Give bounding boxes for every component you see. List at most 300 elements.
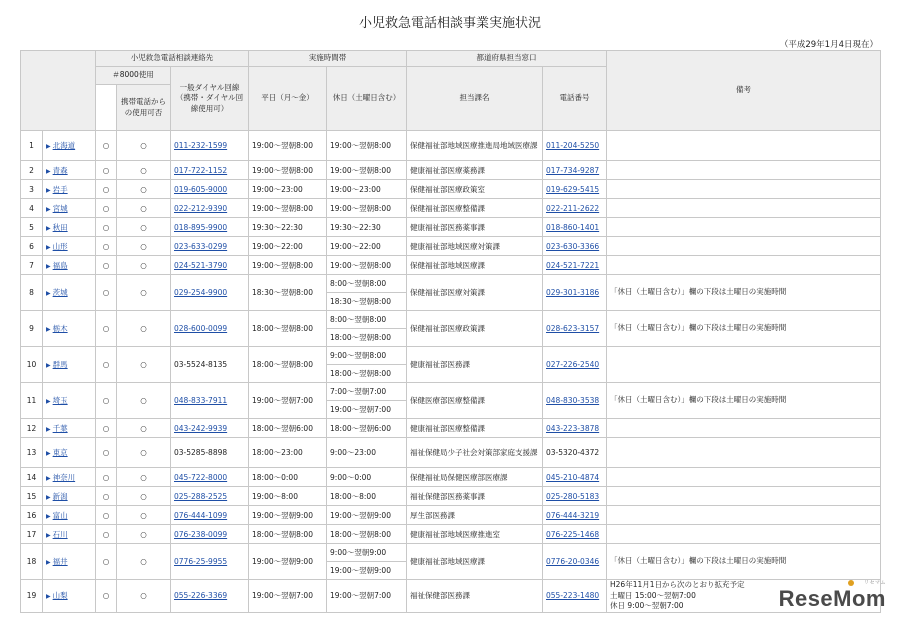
link-arrow-icon: ▶ <box>46 512 51 520</box>
link-arrow-icon: ▶ <box>46 262 51 270</box>
prefecture-name[interactable]: 千葉 <box>52 423 68 433</box>
table-row <box>21 199 881 218</box>
mobile-circle: ○ <box>117 161 171 180</box>
weekday-hours: 18:00～翌朝8:00 <box>249 347 327 383</box>
dept-tel-number[interactable]: 0776-20-0346 <box>546 557 600 566</box>
general-line-number[interactable]: 022-212-9390 <box>174 203 228 213</box>
general-line-link[interactable] <box>171 468 249 487</box>
general-line-link[interactable] <box>171 180 249 199</box>
header-dept: 担当課名 <box>407 67 543 131</box>
remarks <box>607 161 881 180</box>
weekday-hours: 18:00～翌朝8:00 <box>249 525 327 544</box>
prefecture-link[interactable] <box>43 237 96 256</box>
remarks <box>607 199 881 218</box>
dept-tel-link[interactable] <box>543 383 607 419</box>
holiday-hours: 19:00～23:00 <box>327 180 407 199</box>
table-row <box>21 218 881 237</box>
general-line-number[interactable]: 0776-25-9955 <box>174 557 228 566</box>
dept-tel-link[interactable] <box>543 544 607 580</box>
general-line-number[interactable]: 018-895-9900 <box>174 222 228 232</box>
header-general-line: 一般ダイヤル回線（携帯・ダイヤル回線使用可） <box>171 67 249 131</box>
general-line-number[interactable]: 028-600-0099 <box>174 324 228 333</box>
holiday-hours-saturday: 18:30～翌朝8:00 <box>327 293 407 311</box>
header-contact: 小児救急電話相談連絡先 <box>96 51 249 67</box>
dept-name: 福祉保健部医務課 <box>407 580 543 613</box>
weekday-hours: 18:30～翌朝8:00 <box>249 275 327 311</box>
header-holiday: 休日（土曜日含む） <box>327 67 407 131</box>
weekday-hours: 19:00～翌朝7:00 <box>249 580 327 613</box>
8000-circle: ○ <box>96 180 117 199</box>
holiday-hours: 19:30～22:30 <box>327 218 407 237</box>
prefecture-link[interactable] <box>43 438 96 468</box>
remarks: 「休日（土曜日含む）」欄の下段は土曜日の実施時間 <box>607 275 881 311</box>
prefecture-link[interactable] <box>43 468 96 487</box>
row-number: 16 <box>21 506 43 525</box>
general-line-number[interactable]: 011-232-1599 <box>174 141 228 150</box>
status-table <box>20 50 881 613</box>
holiday-hours-saturday: 19:00～翌朝7:00 <box>327 401 407 419</box>
remarks <box>607 347 881 383</box>
table-row <box>21 580 881 613</box>
link-arrow-icon: ▶ <box>46 224 51 232</box>
dept-tel-number[interactable]: 043-223-3878 <box>546 423 600 433</box>
general-line-number[interactable]: 043-242-9939 <box>174 423 228 433</box>
header-8000: ＃8000使用 <box>96 67 171 85</box>
general-line-link[interactable] <box>171 506 249 525</box>
dept-name: 健康福祉部地域医療課 <box>407 544 543 580</box>
mobile-circle: ○ <box>117 544 171 580</box>
weekday-hours: 18:00～翌朝8:00 <box>249 311 327 347</box>
mobile-circle: ○ <box>117 218 171 237</box>
table-row <box>21 237 881 256</box>
row-number: 19 <box>21 580 43 613</box>
mobile-circle: ○ <box>117 468 171 487</box>
row-number: 2 <box>21 161 43 180</box>
row-number: 3 <box>21 180 43 199</box>
row-number: 5 <box>21 218 43 237</box>
prefecture-name[interactable]: 福島 <box>52 260 68 270</box>
general-line-link[interactable] <box>171 438 249 468</box>
mobile-circle: ○ <box>117 180 171 199</box>
dept-name: 保健福祉部医療対策課 <box>407 275 543 311</box>
header-tel: 電話番号 <box>543 67 607 131</box>
prefecture-link[interactable] <box>43 131 96 161</box>
weekday-hours: 18:00～翌朝6:00 <box>249 419 327 438</box>
dept-tel-link[interactable] <box>543 487 607 506</box>
weekday-hours: 19:00～23:00 <box>249 180 327 199</box>
general-line-number[interactable]: 03-5524-8135 <box>174 360 228 369</box>
page-title: 小児救急電話相談事業実施状況 <box>358 16 541 31</box>
holiday-hours: 9:00～翌朝8:00 <box>327 347 407 365</box>
dept-name: 福祉保健局少子社会対策部家庭支援課 <box>407 438 543 468</box>
remarks <box>607 525 881 544</box>
general-line-link[interactable] <box>171 131 249 161</box>
prefecture-name[interactable]: 山形 <box>52 241 68 251</box>
general-line-number[interactable]: 076-238-0099 <box>174 529 228 539</box>
8000-circle: ○ <box>96 525 117 544</box>
dept-tel-link[interactable] <box>543 161 607 180</box>
link-arrow-icon: ▶ <box>46 143 51 150</box>
weekday-hours: 19:30～22:30 <box>249 218 327 237</box>
mobile-circle: ○ <box>117 487 171 506</box>
holiday-hours-saturday: 18:00～翌朝8:00 <box>327 329 407 347</box>
table-row <box>21 506 881 525</box>
prefecture-name[interactable]: 福井 <box>52 557 68 566</box>
dept-tel-link[interactable] <box>543 256 607 275</box>
dept-name: 保健福祉部医療整備課 <box>407 199 543 218</box>
table-row <box>21 256 881 275</box>
prefecture-name[interactable]: 埼玉 <box>52 396 68 405</box>
row-number: 15 <box>21 487 43 506</box>
link-arrow-icon: ▶ <box>46 167 51 175</box>
header-blank <box>21 51 96 131</box>
holiday-hours: 19:00～翌朝8:00 <box>327 256 407 275</box>
general-line-link[interactable] <box>171 383 249 419</box>
prefecture-link[interactable] <box>43 218 96 237</box>
table-row <box>21 525 881 544</box>
mobile-circle: ○ <box>117 199 171 218</box>
link-arrow-icon: ▶ <box>46 243 51 251</box>
as-of-date: （平成29年1月4日現在） <box>779 40 878 50</box>
general-line-number[interactable]: 029-254-9900 <box>174 288 228 297</box>
dept-tel-number[interactable]: 011-204-5250 <box>546 141 600 150</box>
general-line-link[interactable] <box>171 237 249 256</box>
general-line-number[interactable]: 023-633-0299 <box>174 241 228 251</box>
dept-tel-link[interactable] <box>543 199 607 218</box>
holiday-hours-saturday: 19:00～翌朝9:00 <box>327 562 407 580</box>
mobile-circle: ○ <box>117 275 171 311</box>
header-mobile: 携帯電話からの使用可否 <box>117 85 171 131</box>
remarks: 「休日（土曜日含む）」欄の下段は土曜日の実施時間 <box>607 544 881 580</box>
row-number: 11 <box>21 383 43 419</box>
prefecture-name[interactable]: 山梨 <box>52 591 68 601</box>
logo-dot-icon <box>848 580 854 586</box>
prefecture-name[interactable]: 群馬 <box>52 360 68 369</box>
table-row <box>21 419 881 438</box>
mobile-circle: ○ <box>117 506 171 525</box>
table-row <box>21 487 881 506</box>
row-number: 1 <box>21 131 43 161</box>
table-row <box>21 161 881 180</box>
row-number: 7 <box>21 256 43 275</box>
table-row <box>21 180 881 199</box>
dept-tel-number[interactable]: 076-444-3219 <box>546 510 600 520</box>
mobile-circle: ○ <box>117 237 171 256</box>
prefecture-link[interactable] <box>43 161 96 180</box>
remarks <box>607 131 881 161</box>
mobile-circle: ○ <box>117 131 171 161</box>
row-number: 18 <box>21 544 43 580</box>
holiday-hours: 18:00～翌朝6:00 <box>327 419 407 438</box>
prefecture-link[interactable] <box>43 275 96 311</box>
prefecture-link[interactable] <box>43 525 96 544</box>
holiday-hours: 19:00～翌朝7:00 <box>327 580 407 613</box>
weekday-hours: 18:00～23:00 <box>249 438 327 468</box>
holiday-hours: 7:00～翌朝7:00 <box>327 383 407 401</box>
8000-circle: ○ <box>96 161 117 180</box>
weekday-hours: 19:00～翌朝8:00 <box>249 131 327 161</box>
prefecture-link[interactable] <box>43 199 96 218</box>
weekday-hours: 19:00～翌朝8:00 <box>249 161 327 180</box>
link-arrow-icon: ▶ <box>46 398 51 405</box>
holiday-hours: 9:00～翌朝9:00 <box>327 544 407 562</box>
8000-circle: ○ <box>96 419 117 438</box>
holiday-hours: 18:00～翌朝8:00 <box>327 525 407 544</box>
link-arrow-icon: ▶ <box>46 326 51 333</box>
dept-name: 健康福祉部医務課 <box>407 347 543 383</box>
dept-tel-number[interactable]: 045-210-4874 <box>546 472 600 482</box>
link-arrow-icon: ▶ <box>46 474 51 482</box>
dept-tel-number[interactable]: 028-623-3157 <box>546 324 600 333</box>
prefecture-link[interactable] <box>43 383 96 419</box>
general-line-link[interactable] <box>171 347 249 383</box>
general-line-link[interactable] <box>171 256 249 275</box>
mobile-circle: ○ <box>117 438 171 468</box>
prefecture-name[interactable]: 青森 <box>52 165 68 175</box>
dept-name: 健康福祉部医務薬事課 <box>407 218 543 237</box>
remarks <box>607 487 881 506</box>
dept-tel-link[interactable] <box>543 180 607 199</box>
holiday-hours: 19:00～22:00 <box>327 237 407 256</box>
row-number: 4 <box>21 199 43 218</box>
dept-name: 保健福祉部地域医療課 <box>407 256 543 275</box>
row-number: 6 <box>21 237 43 256</box>
row-number: 12 <box>21 419 43 438</box>
holiday-hours-saturday: 18:00～翌朝8:00 <box>327 365 407 383</box>
prefecture-name[interactable]: 東京 <box>52 448 68 457</box>
general-line-number[interactable]: 025-288-2525 <box>174 491 228 501</box>
prefecture-link[interactable] <box>43 580 96 613</box>
remarks: H26年11月1日から次のとおり拡充予定 土曜日 15:00～翌朝7:00 休日 9:00～翌朝7:00 <box>607 580 881 613</box>
holiday-hours: 19:00～翌朝9:00 <box>327 506 407 525</box>
resemom-logo: ReseMom リセマム <box>778 580 886 611</box>
row-number: 9 <box>21 311 43 347</box>
table-row <box>21 275 881 293</box>
prefecture-link[interactable] <box>43 347 96 383</box>
prefecture-name[interactable]: 茨城 <box>52 288 68 297</box>
remarks <box>607 438 881 468</box>
dept-tel-number[interactable]: 076-225-1468 <box>546 529 600 539</box>
dept-tel-link[interactable] <box>543 580 607 613</box>
general-line-number[interactable]: 019-605-9000 <box>174 184 228 194</box>
row-number: 17 <box>21 525 43 544</box>
remarks <box>607 419 881 438</box>
weekday-hours: 19:00～22:00 <box>249 237 327 256</box>
table-row <box>21 347 881 365</box>
8000-circle: ○ <box>96 275 117 311</box>
weekday-hours: 18:00～0:00 <box>249 468 327 487</box>
general-line-number[interactable]: 024-521-3790 <box>174 260 228 270</box>
header-weekday: 平日（月～金） <box>249 67 327 131</box>
8000-circle: ○ <box>96 468 117 487</box>
dept-tel-link[interactable] <box>543 275 607 311</box>
8000-circle: ○ <box>96 383 117 419</box>
holiday-hours: 8:00～翌朝8:00 <box>327 275 407 293</box>
remarks: 「休日（土曜日含む）」欄の下段は土曜日の実施時間 <box>607 311 881 347</box>
remarks <box>607 237 881 256</box>
8000-circle: ○ <box>96 544 117 580</box>
dept-tel-number[interactable]: 029-301-3186 <box>546 288 600 297</box>
prefecture-name[interactable]: 栃木 <box>52 324 68 333</box>
dept-name: 厚生部医務課 <box>407 506 543 525</box>
general-line-link[interactable] <box>171 487 249 506</box>
mobile-circle: ○ <box>117 311 171 347</box>
dept-name: 健康福祉部地域医療推進室 <box>407 525 543 544</box>
prefecture-name[interactable]: 岩手 <box>52 184 68 194</box>
mobile-circle: ○ <box>117 347 171 383</box>
link-arrow-icon: ▶ <box>46 593 51 601</box>
general-line-number[interactable]: 017-722-1152 <box>174 165 228 175</box>
dept-tel-number[interactable]: 023-630-3366 <box>546 241 600 251</box>
dept-tel-number[interactable]: 03-5320-4372 <box>546 448 600 457</box>
weekday-hours: 19:00～翌朝9:00 <box>249 544 327 580</box>
8000-circle: ○ <box>96 438 117 468</box>
row-number: 14 <box>21 468 43 487</box>
header-hours: 実施時間帯 <box>249 51 407 67</box>
dept-tel-link[interactable] <box>543 525 607 544</box>
mobile-circle: ○ <box>117 580 171 613</box>
general-line-number[interactable]: 048-833-7911 <box>174 396 228 405</box>
prefecture-name[interactable]: 神奈川 <box>52 472 76 482</box>
general-line-link[interactable] <box>171 275 249 311</box>
general-line-link[interactable] <box>171 525 249 544</box>
link-arrow-icon: ▶ <box>46 205 51 213</box>
prefecture-link[interactable] <box>43 544 96 580</box>
prefecture-link[interactable] <box>43 419 96 438</box>
table-row <box>21 468 881 487</box>
general-line-link[interactable] <box>171 199 249 218</box>
dept-tel-number[interactable]: 027-226-2540 <box>546 360 600 369</box>
prefecture-link[interactable] <box>43 487 96 506</box>
8000-circle: ○ <box>96 347 117 383</box>
mobile-circle: ○ <box>117 525 171 544</box>
prefecture-name[interactable]: 秋田 <box>52 222 68 232</box>
table-row <box>21 383 881 401</box>
row-number: 8 <box>21 275 43 311</box>
general-line-number[interactable]: 045-722-8000 <box>174 472 228 482</box>
general-line-link[interactable] <box>171 580 249 613</box>
dept-name: 福祉保健部医務薬事課 <box>407 487 543 506</box>
dept-tel-link[interactable] <box>543 131 607 161</box>
8000-circle: ○ <box>96 487 117 506</box>
dept-name: 保健福祉部地域医療推進局地域医療課 <box>407 131 543 161</box>
general-line-number[interactable]: 076-444-1099 <box>174 510 228 520</box>
dept-tel-number[interactable]: 048-830-3538 <box>546 396 600 405</box>
mobile-circle: ○ <box>117 383 171 419</box>
8000-circle: ○ <box>96 311 117 347</box>
remarks <box>607 256 881 275</box>
general-line-number[interactable]: 03-5285-8898 <box>174 448 228 457</box>
holiday-hours: 9:00～0:00 <box>327 468 407 487</box>
remarks <box>607 218 881 237</box>
row-number: 10 <box>21 347 43 383</box>
weekday-hours: 19:00～翌朝9:00 <box>249 506 327 525</box>
remarks <box>607 506 881 525</box>
holiday-hours: 9:00～23:00 <box>327 438 407 468</box>
8000-circle: ○ <box>96 256 117 275</box>
8000-circle: ○ <box>96 199 117 218</box>
table-row <box>21 131 881 161</box>
general-line-link[interactable] <box>171 218 249 237</box>
dept-tel-number[interactable]: 017-734-9287 <box>546 165 600 175</box>
header-remarks: 備考 <box>607 51 881 131</box>
row-number: 13 <box>21 438 43 468</box>
8000-circle: ○ <box>96 218 117 237</box>
link-arrow-icon: ▶ <box>46 559 51 566</box>
weekday-hours: 19:00～翌朝8:00 <box>249 199 327 218</box>
dept-name: 保健福祉局保健医療部医療課 <box>407 468 543 487</box>
general-line-link[interactable] <box>171 161 249 180</box>
holiday-hours: 8:00～翌朝8:00 <box>327 311 407 329</box>
prefecture-link[interactable] <box>43 256 96 275</box>
prefecture-name[interactable]: 宮城 <box>52 203 68 213</box>
link-arrow-icon: ▶ <box>46 531 51 539</box>
link-arrow-icon: ▶ <box>46 450 51 457</box>
holiday-hours: 18:00～8:00 <box>327 487 407 506</box>
dept-tel-number[interactable]: 055-223-1480 <box>546 591 600 601</box>
link-arrow-icon: ▶ <box>46 290 51 297</box>
remarks: 「休日（土曜日含む）」欄の下段は土曜日の実施時間 <box>607 383 881 419</box>
dept-tel-number[interactable]: 025-280-5183 <box>546 491 600 501</box>
prefecture-name[interactable]: 石川 <box>52 529 68 539</box>
weekday-hours: 19:00～8:00 <box>249 487 327 506</box>
mobile-circle: ○ <box>117 419 171 438</box>
dept-name: 健康福祉部地域医療対策課 <box>407 237 543 256</box>
prefecture-link[interactable] <box>43 506 96 525</box>
dept-tel-link[interactable] <box>543 438 607 468</box>
link-arrow-icon: ▶ <box>46 362 51 369</box>
prefecture-name[interactable]: 北海道 <box>52 141 76 150</box>
prefecture-link[interactable] <box>43 180 96 199</box>
dept-tel-number[interactable]: 022-211-2622 <box>546 203 600 213</box>
8000-circle: ○ <box>96 580 117 613</box>
general-line-link[interactable] <box>171 544 249 580</box>
general-line-number[interactable]: 055-226-3369 <box>174 591 228 601</box>
link-arrow-icon: ▶ <box>46 493 51 501</box>
8000-circle: ○ <box>96 237 117 256</box>
general-line-link[interactable] <box>171 419 249 438</box>
prefecture-name[interactable]: 富山 <box>52 510 68 520</box>
dept-name: 保健医療部医療整備課 <box>407 383 543 419</box>
dept-tel-number[interactable]: 019-629-5415 <box>546 184 600 194</box>
prefecture-link[interactable] <box>43 311 96 347</box>
dept-tel-number[interactable]: 024-521-7221 <box>546 260 600 270</box>
holiday-hours: 19:00～翌朝8:00 <box>327 131 407 161</box>
dept-name: 保健福祉部医療政策室 <box>407 180 543 199</box>
dept-name: 健康福祉部医療薬務課 <box>407 161 543 180</box>
dept-tel-link[interactable] <box>543 237 607 256</box>
dept-tel-link[interactable] <box>543 347 607 383</box>
dept-tel-link[interactable] <box>543 468 607 487</box>
header-office: 都道府県担当窓口 <box>407 51 607 67</box>
dept-tel-link[interactable] <box>543 311 607 347</box>
dept-name: 健康福祉部医療整備課 <box>407 419 543 438</box>
dept-tel-number[interactable]: 018-860-1401 <box>546 222 600 232</box>
holiday-hours: 19:00～翌朝8:00 <box>327 161 407 180</box>
dept-tel-link[interactable] <box>543 218 607 237</box>
table-row <box>21 438 881 468</box>
link-arrow-icon: ▶ <box>46 186 51 194</box>
prefecture-name[interactable]: 新潟 <box>52 491 68 501</box>
weekday-hours: 19:00～翌朝7:00 <box>249 383 327 419</box>
remarks <box>607 468 881 487</box>
mobile-circle: ○ <box>117 256 171 275</box>
dept-tel-link[interactable] <box>543 506 607 525</box>
dept-name: 保健福祉部医療政策課 <box>407 311 543 347</box>
general-line-link[interactable] <box>171 311 249 347</box>
dept-tel-link[interactable] <box>543 419 607 438</box>
remarks <box>607 180 881 199</box>
